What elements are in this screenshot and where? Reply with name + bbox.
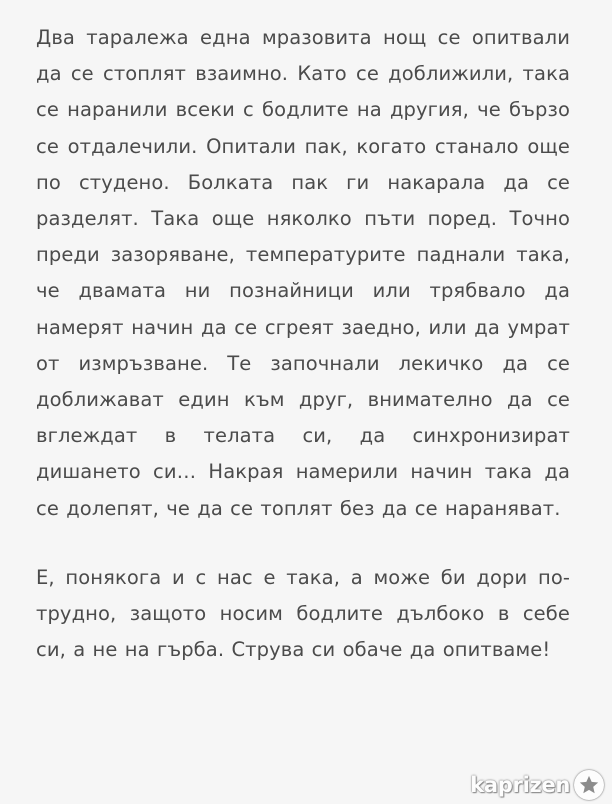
moral-paragraph: Е, понякога и с нас е така, а може би дори по-трудно, защото носим бодлите дълбоко в себе си, а не на гърба. Струва си обаче да опитваме! <box>36 565 570 662</box>
site-watermark <box>470 770 604 800</box>
watermark-logo-text: kaprizen <box>470 773 570 797</box>
story-paragraph: Два таралежа една мразовита нощ се опитвали да се стоплят взаимно. Като се доближили, така се наранили всеки с бодлите на другия, че бързо се отдалечили. Опитали пак, когато станало още по студено. Болката пак ги накарала да се разделят. Така още няколко пъти поред. Точно преди зазоряване, температурите паднали така, че двамата ни познайници или трябвало да намерят начин да се сгреят заедно, или да умрат от измръзване. Те започнали лекичко да се доближават един към друг, внимателно да се вглеждат в телата си, да синхронизират дишането си… Накрая намерили начин така да се долепят, че да се топлят без да се нараняват. <box>36 26 570 520</box>
star-icon <box>574 770 604 800</box>
article-body <box>36 20 570 668</box>
